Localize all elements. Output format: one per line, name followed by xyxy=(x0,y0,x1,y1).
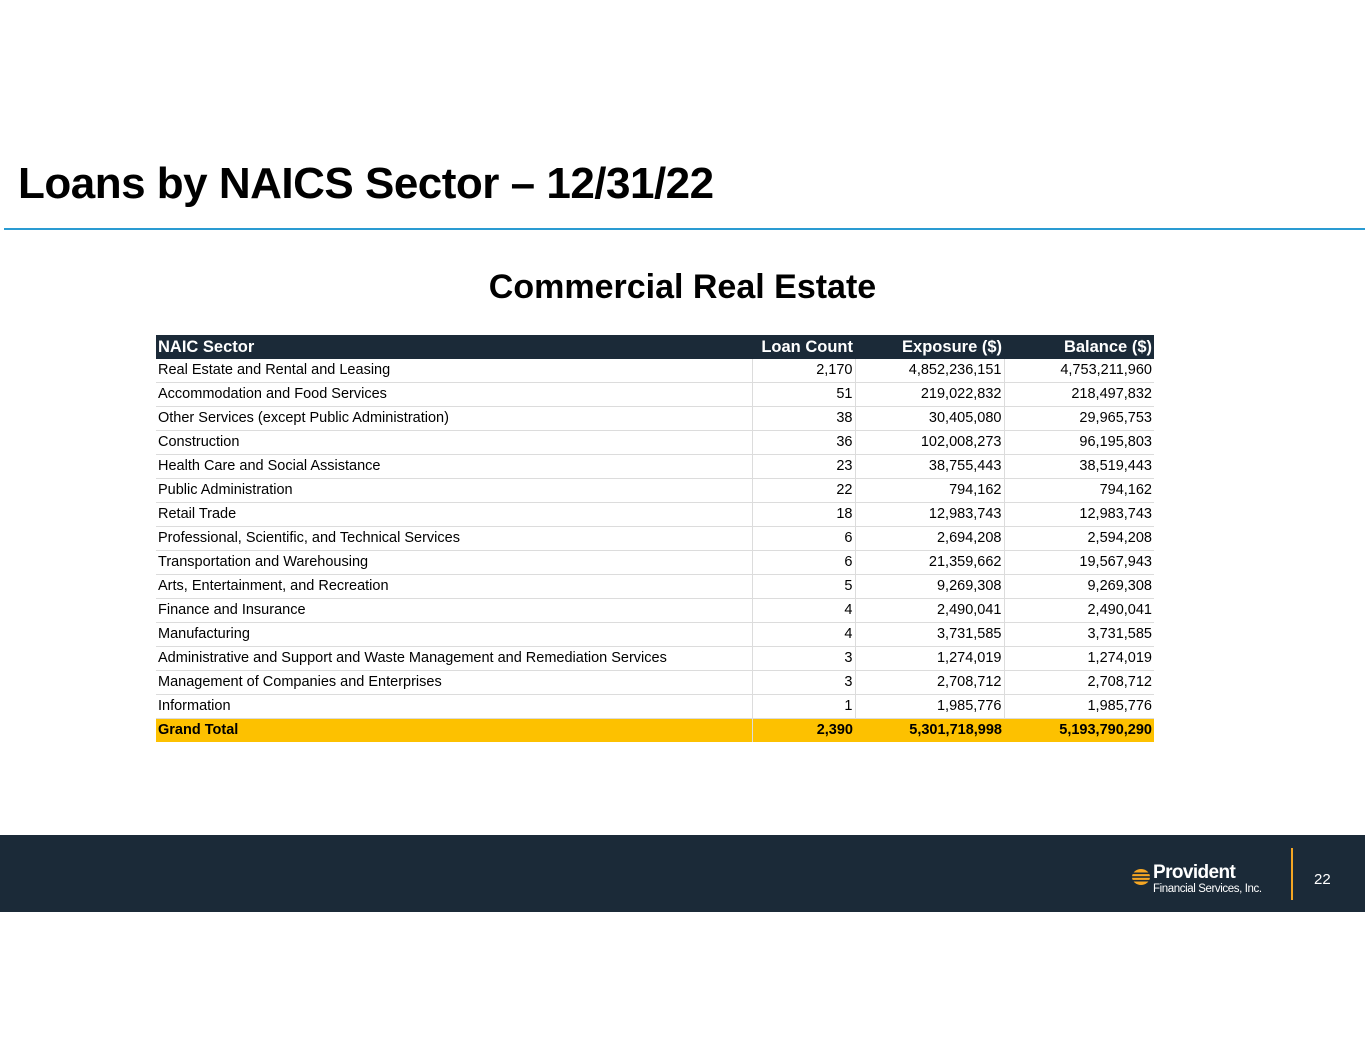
table-row xyxy=(156,503,1154,527)
table-row xyxy=(156,647,1154,671)
grand-total-row xyxy=(156,719,1154,743)
cell-balance: 9,269,308 xyxy=(1004,575,1154,599)
cell-balance: 19,567,943 xyxy=(1004,551,1154,575)
footer-divider xyxy=(1291,848,1293,900)
table-row xyxy=(156,383,1154,407)
cell-exposure: 794,162 xyxy=(855,479,1004,503)
table-row xyxy=(156,575,1154,599)
cell-loan-count: 5 xyxy=(752,575,855,599)
table-row xyxy=(156,527,1154,551)
cell-exposure: 38,755,443 xyxy=(855,455,1004,479)
cell-sector: Public Administration xyxy=(156,479,752,503)
cell-sector: Professional, Scientific, and Technical Services xyxy=(156,527,752,551)
cell-exposure: 2,490,041 xyxy=(855,599,1004,623)
cell-exposure: 102,008,273 xyxy=(855,431,1004,455)
cell-exposure: 2,694,208 xyxy=(855,527,1004,551)
table-body xyxy=(156,359,1154,719)
cell-loan-count: 51 xyxy=(752,383,855,407)
cell-loan-count: 3 xyxy=(752,671,855,695)
cell-loan-count: 4 xyxy=(752,599,855,623)
table-row xyxy=(156,551,1154,575)
cell-loan-count: 18 xyxy=(752,503,855,527)
table-row xyxy=(156,599,1154,623)
table-row xyxy=(156,359,1154,383)
provident-logo-icon xyxy=(1131,868,1151,886)
total-exposure: 5,301,718,998 xyxy=(855,719,1004,743)
cell-balance: 38,519,443 xyxy=(1004,455,1154,479)
cell-sector: Retail Trade xyxy=(156,503,752,527)
cell-balance: 2,490,041 xyxy=(1004,599,1154,623)
total-loan-count: 2,390 xyxy=(752,719,855,743)
cell-exposure: 9,269,308 xyxy=(855,575,1004,599)
cell-loan-count: 4 xyxy=(752,623,855,647)
header-loan-count: Loan Count xyxy=(752,335,855,359)
table-row xyxy=(156,671,1154,695)
cell-sector: Transportation and Warehousing xyxy=(156,551,752,575)
table-row xyxy=(156,623,1154,647)
naics-sector-table xyxy=(156,335,1154,742)
table-row xyxy=(156,431,1154,455)
total-sector-label: Grand Total xyxy=(156,719,752,743)
cell-balance: 794,162 xyxy=(1004,479,1154,503)
table-row xyxy=(156,695,1154,719)
cell-balance: 2,594,208 xyxy=(1004,527,1154,551)
cell-balance: 1,985,776 xyxy=(1004,695,1154,719)
cell-balance: 3,731,585 xyxy=(1004,623,1154,647)
cell-sector: Accommodation and Food Services xyxy=(156,383,752,407)
header-exposure: Exposure ($) xyxy=(855,335,1004,359)
cell-loan-count: 23 xyxy=(752,455,855,479)
cell-balance: 218,497,832 xyxy=(1004,383,1154,407)
cell-loan-count: 38 xyxy=(752,407,855,431)
cell-sector: Arts, Entertainment, and Recreation xyxy=(156,575,752,599)
provident-logo xyxy=(1131,864,1281,898)
cell-sector: Information xyxy=(156,695,752,719)
cell-sector: Other Services (except Public Administration) xyxy=(156,407,752,431)
logo-name: Provident xyxy=(1153,862,1236,883)
cell-loan-count: 22 xyxy=(752,479,855,503)
table-title: Commercial Real Estate xyxy=(488,268,877,306)
header-sector: NAIC Sector xyxy=(156,335,752,359)
total-balance: 5,193,790,290 xyxy=(1004,719,1154,743)
cell-exposure: 3,731,585 xyxy=(855,623,1004,647)
cell-balance: 4,753,211,960 xyxy=(1004,359,1154,383)
title-divider xyxy=(4,228,1365,230)
cell-exposure: 1,985,776 xyxy=(855,695,1004,719)
cell-sector: Real Estate and Rental and Leasing xyxy=(156,359,752,383)
cell-balance: 2,708,712 xyxy=(1004,671,1154,695)
cell-balance: 12,983,743 xyxy=(1004,503,1154,527)
table-row xyxy=(156,407,1154,431)
cell-sector: Manufacturing xyxy=(156,623,752,647)
cell-loan-count: 6 xyxy=(752,551,855,575)
page-title: Loans by NAICS Sector – 12/31/22 xyxy=(18,159,714,208)
cell-balance: 96,195,803 xyxy=(1004,431,1154,455)
cell-balance: 29,965,753 xyxy=(1004,407,1154,431)
cell-loan-count: 36 xyxy=(752,431,855,455)
cell-loan-count: 6 xyxy=(752,527,855,551)
page-number: 22 xyxy=(1314,871,1331,888)
cell-sector: Construction xyxy=(156,431,752,455)
logo-subtitle: Financial Services, Inc. xyxy=(1153,883,1262,895)
cell-loan-count: 3 xyxy=(752,647,855,671)
cell-sector: Management of Companies and Enterprises xyxy=(156,671,752,695)
table-row xyxy=(156,455,1154,479)
cell-loan-count: 2,170 xyxy=(752,359,855,383)
cell-balance: 1,274,019 xyxy=(1004,647,1154,671)
cell-exposure: 219,022,832 xyxy=(855,383,1004,407)
table-header-row xyxy=(156,335,1154,359)
cell-sector: Administrative and Support and Waste Management and Remediation Services xyxy=(156,647,752,671)
cell-exposure: 2,708,712 xyxy=(855,671,1004,695)
cell-sector: Finance and Insurance xyxy=(156,599,752,623)
cell-exposure: 30,405,080 xyxy=(855,407,1004,431)
table-row xyxy=(156,479,1154,503)
cell-exposure: 21,359,662 xyxy=(855,551,1004,575)
cell-exposure: 1,274,019 xyxy=(855,647,1004,671)
cell-exposure: 4,852,236,151 xyxy=(855,359,1004,383)
header-balance: Balance ($) xyxy=(1004,335,1154,359)
cell-loan-count: 1 xyxy=(752,695,855,719)
cell-sector: Health Care and Social Assistance xyxy=(156,455,752,479)
cell-exposure: 12,983,743 xyxy=(855,503,1004,527)
